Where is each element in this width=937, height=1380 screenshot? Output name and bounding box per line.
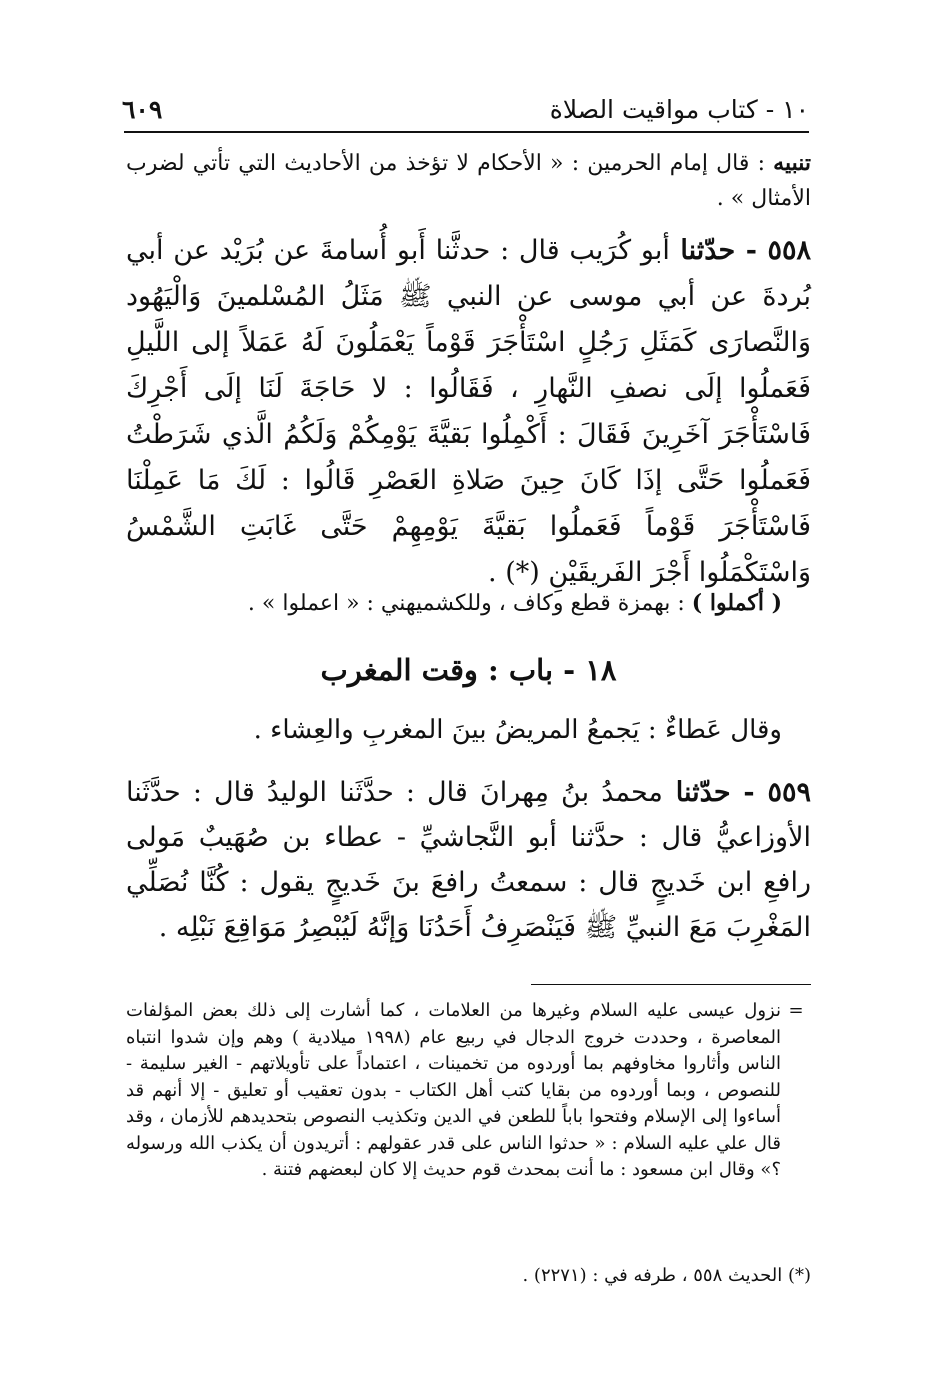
footnote-rule: [531, 984, 811, 985]
ataa-statement: وقال عَطاءٌ : يَجمعُ المريضُ بينَ المغربِ والعِشاء .: [253, 715, 782, 745]
gloss-558-text: : بهمزة قطع وكاف ، وللكشميهني : « اعملوا » .: [247, 591, 692, 616]
hadith-559-text: محمدُ بنُ مِهرانَ قال : حدَّثَنا الوليدُ قال : حدَّثَنا الأوزاعيُّ قال : حدَّثنا أبو النَّجاشيِّ - عطاء بن صُهَيبٌ مَولى رافعِ ابن خَديجٍ قال : سمعتُ رافعَ بنَ خَديجٍ يقول : كُنَّا نُصَلِّي المَغْرِبَ مَعَ النبيِّ ﷺ فَيَنْصَرِفُ أَحَدُنَا وَإنَّهُ لَيُبْصِرُ مَوَاقِعَ نَبْلِه .: [126, 777, 811, 943]
note-paragraph: [126, 146, 811, 216]
hadith-558: [126, 228, 811, 596]
footnote-reference: (*) الحديث ٥٥٨ ، طرفه في : (٢٢٧١) .: [522, 1265, 811, 1286]
running-header: [122, 84, 809, 124]
hadith-558-number: ٥٥٨: [767, 235, 811, 266]
hadith-558-lead: - حدّثنا: [669, 235, 768, 266]
page-number: ٦٠٩: [122, 95, 163, 124]
hadith-559-number: ٥٥٩: [767, 777, 811, 808]
footnote-continuation-marker: =: [788, 1000, 804, 1021]
note-label: تنبيه: [773, 150, 811, 176]
footnote-continuation-text: نزول عيسى عليه السلام وغيرها من العلامات ، كما أشارت إلى ذلك بعض المؤلفات المعاصرة ، وحددت خروج الدجال في ربيع عام (١٩٩٨ ميلادية ) وهم وإن شدوا انتباه الناس وأثاروا مخاوفهم بما أوردوه من تخمينات ، اعتماداً على تأويلاتهم - الغير سليمة - للنصوص ، وبما أوردوه من بقايا كتب أهل الكتاب - بدون تعقيب أو تعليق - إلا أنهم قد أساءوا إلى الإسلام وفتحوا باباً للطعن في الدين وتكذيب النصوص بتحديدهم للأزمان ، وقد قال علي عليه السلام : « حدثوا الناس على قدر عقولهم : أتريدون أن يكذب الله ورسوله ؟» وقال ابن مسعود : ما أنت بمحدث قوم حديث إلا كان لبعضهم فتنة .: [126, 1000, 781, 1180]
hadith-558-text: أبو كُرَيب قال : حدثَّنا أَبو أُسامةَ عن بُرَيْد عن أبي بُردةَ عن أبي موسى عن النبي ﷺ مَثَلُ المُسْلمينَ وَالْيَهُود وَالنَّصارَى كَمَثَلِ رَجُلٍ اسْتَأْجَرَ قَوْماً يَعْمَلُونَ لَهُ عَمَلاً إلى اللَّيلِ فَعَملُوا إلَى نصفِ النَّهارِ ، فَقَالُوا : لا حَاجَةَ لَنَا إلَى أَجْرِكَ فَاسْتَأْجَرَ آخَرِينَ فَقَالَ : أَكْمِلُوا بَقيَّةَ يَوْمِكُمْ وَلَكُمُ الَّذي شَرَطْتُ فَعَملُوا حَتَّى إذَا كَانَ حِينَ صَلاةِ العَصْرِ قَالُوا : لَكَ مَا عَمِلْنَا فَاسْتَأْجَرَ قَوْماً فَعَملُوا بَقيَّةَ يَوْمِهِمْ حَتَّى غَابَتِ الشَّمْسُ وَاسْتَكْمَلُوا أَجْرَ الفَريقَيْنِ (*) .: [126, 235, 811, 588]
gloss-558-word: ( أكملوا ): [691, 590, 782, 616]
gloss-558: [126, 586, 782, 621]
header-rule: [124, 131, 809, 133]
chapter-heading: ١٨ - باب : وقت المغرب: [320, 653, 617, 687]
chapter-running-title: ١٠ - كتاب مواقيت الصلاة: [549, 95, 809, 124]
note-text: : قال إمام الحرمين : « الأحكام لا تؤخذ من الأحاديث التي تأتي لضرب الأمثال » .: [126, 151, 811, 211]
hadith-559: [126, 770, 811, 950]
footnote-continuation: [126, 998, 811, 1184]
hadith-559-lead: - حدّثنا: [662, 777, 768, 808]
